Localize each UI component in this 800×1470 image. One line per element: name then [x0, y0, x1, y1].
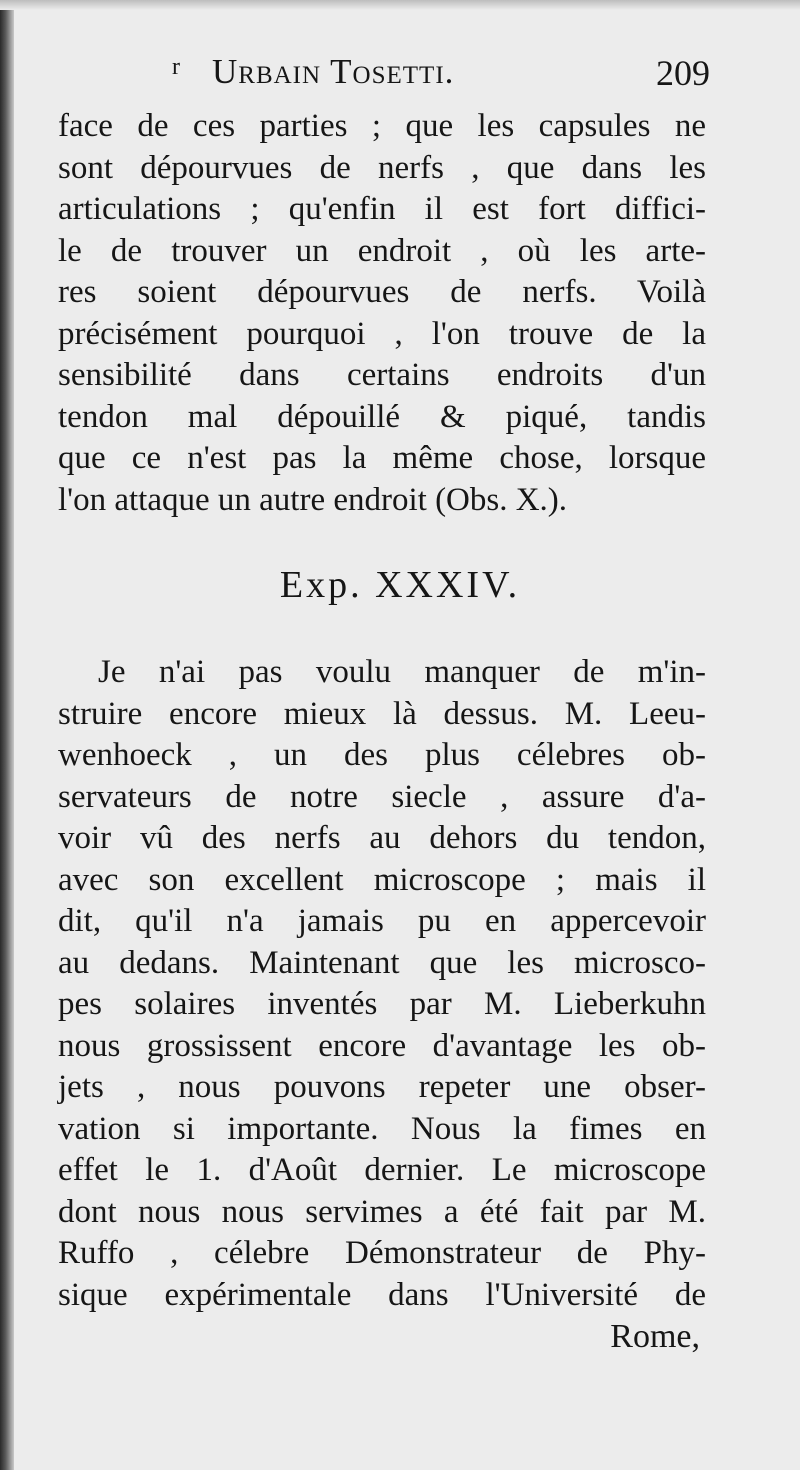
text-line: précisément pourquoi , l'on trouve de la: [58, 315, 706, 352]
text-line: Ruffo , célebre Démonstrateur de Phy-: [58, 1235, 706, 1271]
text-line: sique expérimentale dans l'Université de: [58, 1276, 706, 1313]
text-line: l'on attaque un autre endroit (Obs. X.).: [58, 481, 568, 518]
text-line: que ce n'est pas la même chose, lorsque: [58, 440, 706, 476]
page-binding-shadow: [0, 0, 14, 1470]
text-line: sont dépourvues de nerfs , que dans les: [58, 149, 706, 186]
text-line: nous grossissent encore d'avantage les ob-: [58, 1027, 706, 1064]
running-title: Urbain Tosetti.: [212, 52, 455, 91]
section-heading: Exp. XXXIV.: [279, 564, 521, 606]
text-line: dit, qu'il n'a jamais pu en appercevoir: [58, 903, 706, 939]
text-line: avec son excellent microscope ; mais il: [58, 861, 706, 898]
header-mark: r: [172, 54, 180, 80]
text-line: voir vû des nerfs au dehors du tendon,: [58, 820, 706, 856]
text-line: tendon mal dépouillé & piqué, tandis: [58, 398, 706, 435]
text-line: struire encore mieux là dessus. M. Leeu-: [58, 695, 706, 732]
text-line: jets , nous pouvons repeter une obser-: [58, 1069, 706, 1105]
catchword: Rome,: [610, 1318, 700, 1355]
paragraph-1: [58, 106, 706, 521]
text-line: pes solaires inventés par M. Lieberkuhn: [58, 986, 706, 1022]
text-line: Je n'ai pas voulu manquer de m'in-: [98, 654, 706, 690]
running-header: [170, 52, 710, 102]
text-line: res soient dépourvues de nerfs. Voilà: [58, 274, 706, 310]
text-line: effet le 1. d'Août dernier. Le microscope: [58, 1152, 706, 1188]
text-line: face de ces parties ; que les capsules ne: [58, 108, 706, 144]
text-line: dont nous nous servimes a été fait par M.: [58, 1193, 706, 1230]
paragraph-2: [58, 652, 706, 1316]
page-top-shadow: [0, 0, 800, 10]
text-line: au dedans. Maintenant que les microsco-: [58, 944, 706, 981]
text-line: sensibilité dans certains endroits d'un: [58, 357, 706, 393]
text-line: le de trouver un endroit , où les arte-: [58, 232, 706, 269]
text-line: articulations ; qu'enfin il est fort diffici-: [58, 191, 706, 227]
text-line: servateurs de notre siecle , assure d'a-: [58, 778, 706, 815]
text-line: wenhoeck , un des plus célebres ob-: [58, 737, 706, 773]
text-line: vation si importante. Nous la fimes en: [58, 1110, 706, 1147]
page-number: 209: [656, 53, 710, 93]
